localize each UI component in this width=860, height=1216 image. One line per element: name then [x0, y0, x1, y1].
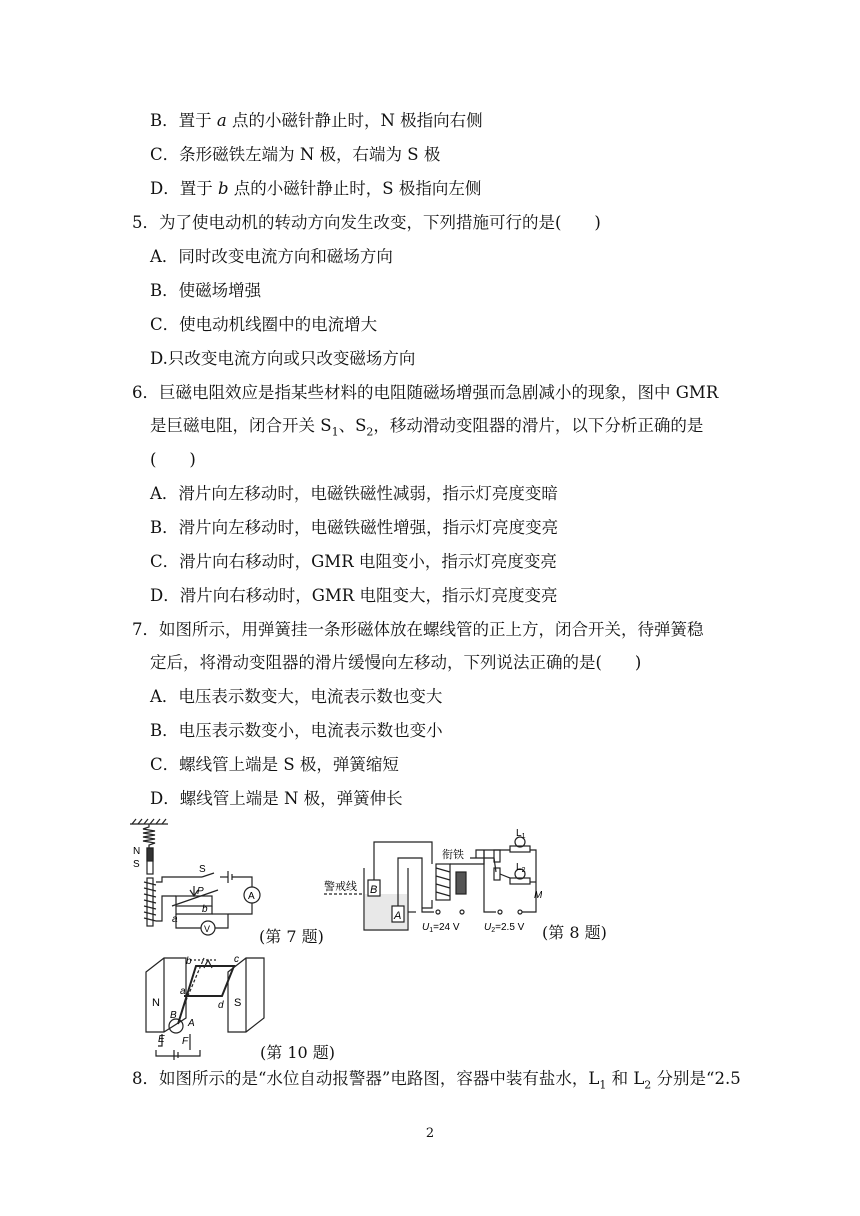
q5-stem: 5．为了使电动机的转动方向发生改变，下列措施可行的是( )	[132, 213, 601, 232]
q7-stem-line2: 定后，将滑动变阻器的滑片缓慢向左移动，下列说法正确的是( )	[150, 653, 642, 672]
fig10-label-F: F	[182, 1036, 189, 1047]
q5-option-b: B．使磁场增强	[150, 281, 262, 300]
q6-option-a: A．滑片向左移动时，电磁铁磁性减弱，指示灯亮度变暗	[150, 484, 558, 503]
fig10-label-b-small: b	[186, 956, 192, 967]
fig7-label-b: b	[202, 904, 208, 915]
q4-option-d: D．置于 b 点的小磁针静止时，S 极指向左侧	[150, 179, 482, 198]
fig10-label-A: A	[188, 1018, 195, 1029]
fig8-alert-line-label: 警戒线	[324, 881, 357, 893]
figure-7-circuit	[128, 818, 268, 938]
q7-option-c: C．螺线管上端是 S 极，弹簧缩短	[150, 755, 399, 774]
fig8-electrode-a: A	[394, 910, 402, 922]
q6-stem-line3: ( )	[150, 450, 196, 469]
q6-option-b: B．滑片向左移动时，电磁铁磁性增强，指示灯亮度变亮	[150, 518, 559, 537]
q6-option-c: C．滑片向右移动时，GMR 电阻变小，指示灯亮度变亮	[150, 552, 557, 571]
q7-stem-line1: 7．如图所示，用弹簧挂一条形磁体放在螺线管的正上方，闭合开关，待弹簧稳	[132, 620, 704, 639]
q7-option-b: B．电压表示数变小，电流表示数也变小	[150, 721, 443, 740]
page-number: 2	[425, 1126, 435, 1141]
fig7-label-n: N	[133, 846, 141, 857]
fig7-ammeter-symbol: A	[248, 891, 255, 902]
fig10-label-E: E	[158, 1034, 165, 1045]
fig10-label-d: d	[218, 1000, 224, 1011]
fig10-label-s: S	[234, 997, 242, 1009]
fig8-armature-label: 衔铁	[442, 849, 464, 861]
fig8-u2-label: $U_2=2.5$ V	[484, 922, 525, 934]
figure-8-circuit	[324, 828, 542, 938]
fig7-label-p: P	[197, 886, 204, 897]
q7-option-d: D．螺线管上端是 N 极，弹簧伸长	[150, 789, 403, 808]
fig10-label-n: N	[152, 997, 160, 1009]
q5-option-d: D.只改变电流方向或只改变磁场方向	[150, 349, 416, 368]
fig7-voltmeter-symbol: V	[204, 924, 211, 934]
q6-option-d: D．滑片向右移动时，GMR 电阻变大，指示灯亮度变亮	[150, 586, 558, 605]
q6-stem-line2: 是巨磁电阻，闭合开关 $S_1$、$S_2$，移动滑动变阻器的滑片，以下分析正确的是	[150, 416, 704, 439]
q5-option-a: A．同时改变电流方向和磁场方向	[150, 247, 393, 266]
fig8-electrode-b: B	[370, 884, 378, 896]
figure-10-caption: (第 10 题)	[260, 1043, 336, 1062]
fig10-label-c: c	[234, 954, 239, 965]
fig8-lamp2-label: $L_2$	[516, 862, 526, 874]
figure-10-motor	[142, 950, 268, 1060]
q4-option-c: C．条形磁铁左端为 N 极，右端为 S 极	[150, 145, 441, 164]
figure-8-caption: (第 8 题)	[542, 923, 607, 942]
figure-7-caption: (第 7 题)	[259, 927, 324, 946]
fig8-lamp1-label: $L_1$	[516, 828, 526, 840]
fig7-label-s: S	[133, 859, 140, 870]
fig7-label-switch: S	[199, 864, 206, 875]
q6-stem-line1: 6．巨磁电阻效应是指某些材料的电阻随磁场增强而急剧减小的现象，图中 GMR	[132, 383, 719, 402]
fig8-label-m: M	[534, 890, 542, 901]
fig8-u1-label: $U_1=24$ V	[422, 922, 460, 934]
q4-option-b: B．置于 a 点的小磁针静止时，N 极指向右侧	[150, 111, 483, 130]
fig10-label-B: B	[170, 1010, 177, 1021]
q7-option-a: A．电压表示数变大，电流表示数也变大	[150, 687, 443, 706]
q8-stem-line1: 8．如图所示的是“水位自动报警器”电路图，容器中装有盐水，$L_1$ 和 $L_2$ 分别是“2.5	[132, 1069, 741, 1092]
q5-option-c: C．使电动机线圈中的电流增大	[150, 315, 378, 334]
fig7-label-a: a	[172, 914, 178, 925]
fig10-label-a-small: a	[180, 986, 186, 997]
